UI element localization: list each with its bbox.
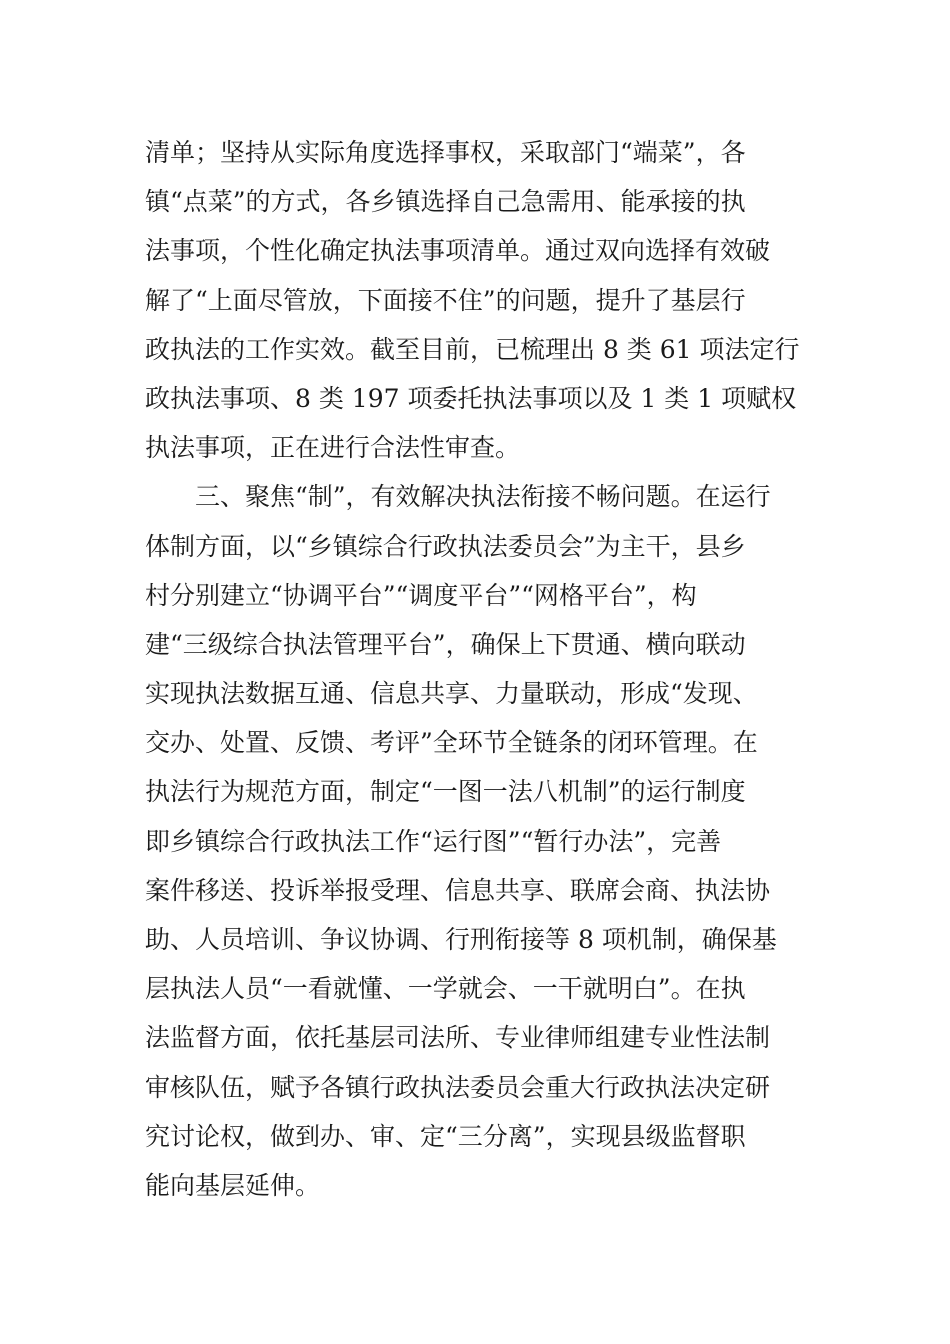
text-line: 解了“上面尽管放，下面接不住”的问题，提升了基层行 xyxy=(145,285,746,315)
text-line: 法事项，个性化确定执法事项清单。通过双向选择有效破 xyxy=(145,236,771,266)
paragraph-1 xyxy=(145,128,810,472)
text-line: 建“三级综合执法管理平台”，确保上下贯通、横向联动 xyxy=(145,629,746,659)
text-line: 层执法人员“一看就懂、一学就会、一干就明白”。在执 xyxy=(145,974,746,1004)
text-line: 能向基层延伸。 xyxy=(145,1170,321,1200)
paragraph-2 xyxy=(145,472,810,1259)
text-line: 三、聚焦“制”，有效解决执法衔接不畅问题。在运行 xyxy=(195,482,771,512)
text-line: 法监督方面，依托基层司法所、专业律师组建专业性法制 xyxy=(145,1023,771,1053)
text-line: 执法行为规范方面，制定“一图一法八机制”的运行制度 xyxy=(145,777,746,807)
text-line: 清单；坚持从实际角度选择事权，采取部门“端菜”，各 xyxy=(145,138,746,167)
text-line: 即乡镇综合行政执法工作“运行图”“暂行办法”，完善 xyxy=(145,826,722,856)
document-body xyxy=(145,128,810,1259)
text-line: 审核队伍，赋予各镇行政执法委员会重大行政执法决定研 xyxy=(145,1072,771,1102)
text-line: 政执法事项、8 类 197 项委托执法事项以及 1 类 1 项赋权 xyxy=(145,383,797,413)
text-line: 执法事项，正在进行合法性审查。 xyxy=(145,433,521,463)
text-line: 究讨论权，做到办、审、定“三分离”，实现县级监督职 xyxy=(145,1121,746,1151)
text-line xyxy=(145,1210,810,1259)
text-line: 助、人员培训、争议协调、行刑衔接等 8 项机制，确保基 xyxy=(145,925,777,954)
text-line: 案件移送、投诉举报受理、信息共享、联席会商、执法协 xyxy=(145,875,771,905)
text-line: 体制方面，以“乡镇综合行政执法委员会”为主干，县乡 xyxy=(145,531,746,561)
text-line: 村分别建立“协调平台”“调度平台”“网格平台”，构 xyxy=(145,580,697,610)
text-line: 镇“点菜”的方式，各乡镇选择自己急需用、能承接的执 xyxy=(145,187,746,217)
text-line: 政执法的工作实效。截至目前，已梳理出 8 类 61 项法定行 xyxy=(145,334,800,364)
text-line: 交办、处置、反馈、考评”全环节全链条的闭环管理。在 xyxy=(145,728,758,758)
text-line: 实现执法数据互通、信息共享、力量联动，形成“发现、 xyxy=(145,679,758,709)
